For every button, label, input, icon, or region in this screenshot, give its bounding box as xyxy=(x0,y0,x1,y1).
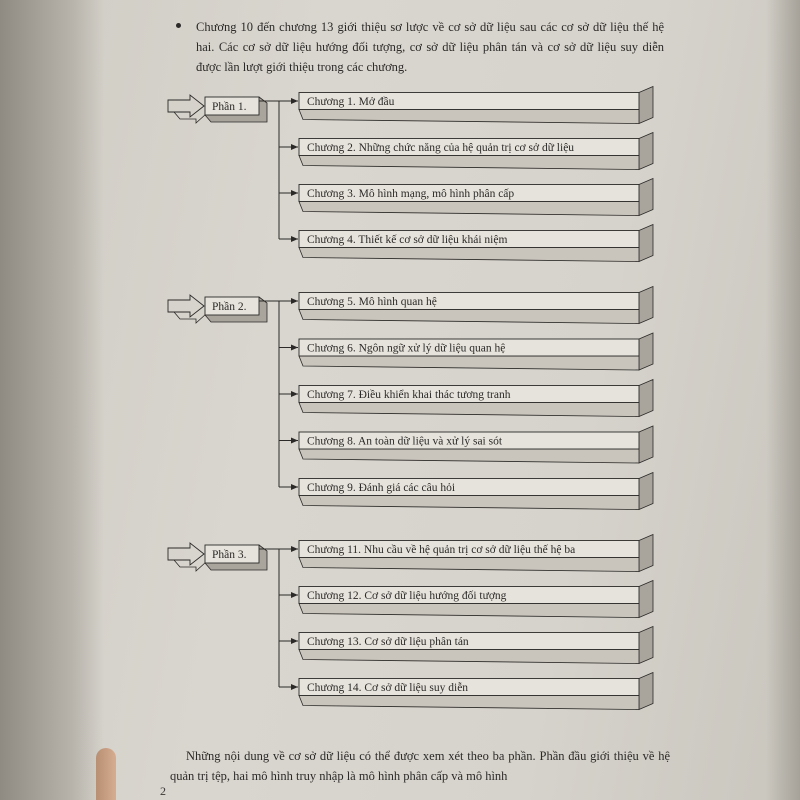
chapter-label: Chương 13. Cơ sở dữ liệu phân tán xyxy=(307,636,469,648)
chapter-box-bottom xyxy=(299,496,639,510)
chapter-box-bottom xyxy=(299,403,639,417)
chapter-box-bottom xyxy=(299,558,639,572)
chapter-label: Chương 4. Thiết kế cơ sở dữ liệu khái niệm xyxy=(307,234,508,246)
chapter-box-bottom xyxy=(299,696,639,710)
part-2-group xyxy=(168,287,653,510)
chapter-label: Chương 8. An toàn dữ liệu và xử lý sai sót xyxy=(307,435,503,448)
chapter-label: Chương 11. Nhu cầu về hệ quản trị cơ sở dữ liệu thế hệ ba xyxy=(307,544,576,556)
chapter-label: Chương 12. Cơ sở dữ liệu hướng đối tượng xyxy=(307,590,507,602)
chapter-box-side xyxy=(639,426,653,463)
chapter-label: Chương 1. Mở đầu xyxy=(307,96,395,108)
part-3-group xyxy=(168,535,653,710)
chapter-label: Chương 6. Ngôn ngữ xử lý dữ liệu quan hệ xyxy=(307,342,506,355)
intro-paragraph: Chương 10 đến chương 13 giới thiệu sơ lược về cơ sở dữ liệu sau các cơ sở dữ liệu thế hệ hai. Các cơ sở dữ liệu hướng đối tượng, cơ sở dữ liệu phân tán và cơ sở dữ liệu suy diễn được lần lượt giới thiệu trong các chương. xyxy=(196,20,664,74)
chapter-box-bottom xyxy=(299,356,639,370)
chapter-label: Chương 9. Đánh giá các câu hỏi xyxy=(307,482,456,494)
part-label: Phần 3. xyxy=(212,549,247,561)
chapter-label: Chương 2. Những chức năng của hệ quản trị cơ sở dữ liệu xyxy=(307,142,575,154)
chapter-label: Chương 14. Cơ sở dữ liệu suy diễn xyxy=(307,682,469,694)
chapter-box-bottom xyxy=(299,156,639,170)
chapter-box-bottom xyxy=(299,310,639,324)
chapter-box-bottom xyxy=(299,110,639,124)
page-number: 2 xyxy=(160,784,166,798)
chapter-box-side xyxy=(639,333,653,370)
chapter-box-bottom xyxy=(299,604,639,618)
chapter-box-side xyxy=(639,473,653,510)
chapter-box-bottom xyxy=(299,202,639,216)
part-arrow-icon xyxy=(168,543,204,565)
chapter-box-bottom xyxy=(299,449,639,463)
chapter-box-bottom xyxy=(299,650,639,664)
chapter-box-side xyxy=(639,581,653,618)
chapter-box-side xyxy=(639,87,653,124)
chapter-box-bottom xyxy=(299,248,639,262)
chapter-box-side xyxy=(639,673,653,710)
bottom-paragraph: Những nội dung về cơ sở dữ liệu có thể được xem xét theo ba phần. Phần đầu giới thiệu về hệ quản trị tệp, hai mô hình truy nhập là mô hình phân cấp và mô hình xyxy=(170,749,670,783)
part-arrow-icon xyxy=(168,295,204,317)
chapter-label: Chương 3. Mô hình mạng, mô hình phân cấp xyxy=(307,188,515,200)
chapter-box-side xyxy=(639,535,653,572)
part-label: Phần 2. xyxy=(212,301,247,313)
chapter-box-side xyxy=(639,380,653,417)
chapter-box-side xyxy=(639,133,653,170)
chapter-box-side xyxy=(639,225,653,262)
chapter-box-side xyxy=(639,627,653,664)
chapter-label: Chương 5. Mô hình quan hệ xyxy=(307,296,437,308)
part-arrow-icon xyxy=(168,95,204,117)
part-1-group xyxy=(168,87,653,262)
chapter-box-side xyxy=(639,179,653,216)
thumb-finger xyxy=(96,748,116,800)
chapter-box-side xyxy=(639,287,653,324)
chapter-label: Chương 7. Điều khiển khai thác tương tranh xyxy=(307,389,511,401)
part-label: Phần 1. xyxy=(212,101,247,113)
